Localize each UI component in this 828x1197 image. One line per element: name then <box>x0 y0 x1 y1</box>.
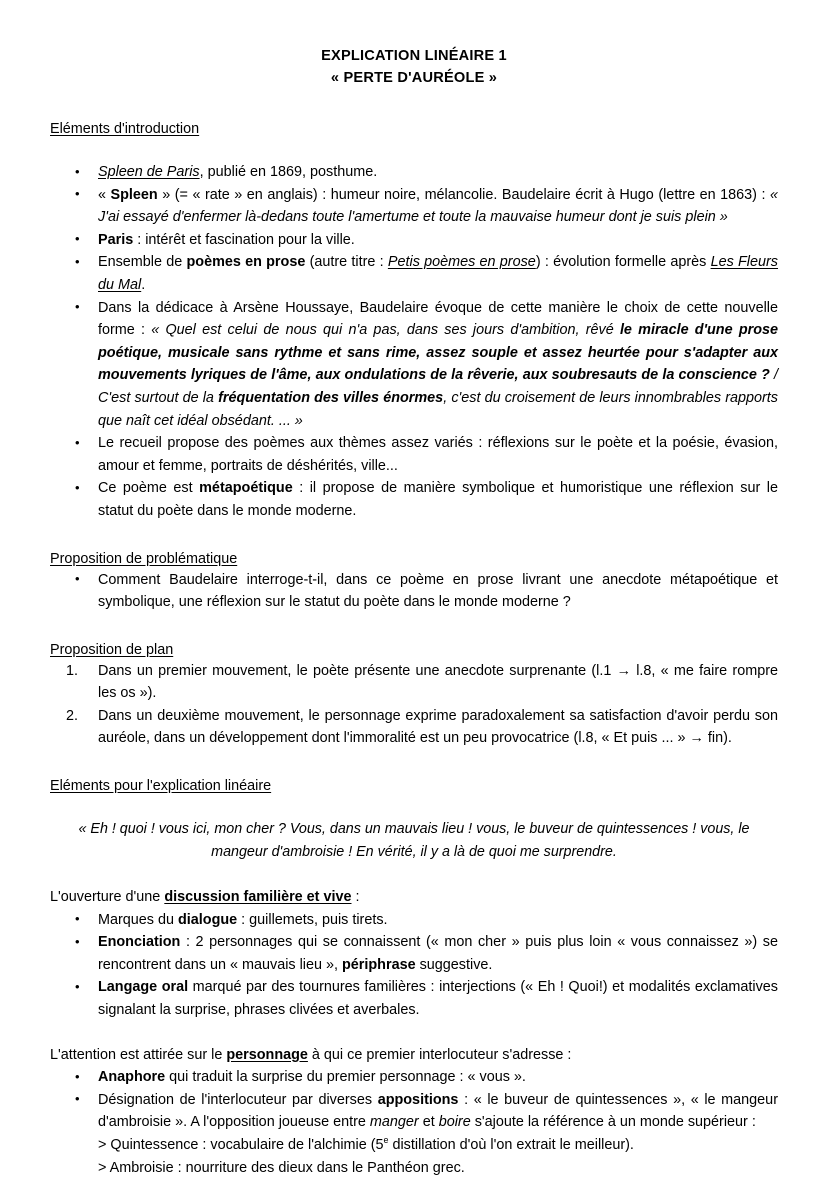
text: à qui ce premier interlocuteur s'adresse : <box>307 1046 572 1063</box>
text-excerpt-quote: « Eh ! quoi ! vous ici, mon cher ? Vous, dans un mauvais lieu ! vous, le buveur de quintessences ! vous, le mangeur d'ambroisie ! En vérité, il y a là de quoi me surprendre. <box>78 821 750 861</box>
text: et <box>418 1114 439 1131</box>
text: ) : évolution formelle après <box>535 254 711 271</box>
quote-dedicace-mid: / C'est surtout de la <box>98 367 778 406</box>
list-item <box>50 161 778 184</box>
spacer <box>50 750 778 776</box>
text: « <box>98 186 111 203</box>
text: L'attention est attirée sur le <box>50 1046 227 1063</box>
analysis-1-bullet-list <box>50 909 778 1022</box>
note-quintessence <box>50 1134 778 1157</box>
list-item <box>50 477 778 522</box>
text: Le recueil propose des poèmes aux thèmes assez variés : réflexions sur le poète et la poésie, évasion, amour et femme, portraits de déshérités, ville... <box>98 435 778 474</box>
text: Désignation de l'interlocuteur par diverses <box>98 1091 378 1108</box>
text: . <box>141 276 146 293</box>
term-langage-oral: Langage oral <box>98 979 189 996</box>
heading-elements-introduction: Eléments d'introduction <box>50 121 200 137</box>
text: Marques du <box>98 911 178 928</box>
text: L'ouverture d'une <box>50 889 165 906</box>
list-item <box>50 1066 778 1089</box>
heading-proposition-plan: Proposition de plan <box>50 641 174 658</box>
note-ambroisie: > Ambroisie : nourriture des dieux dans le Panthéon grec. <box>98 1159 465 1176</box>
list-item <box>50 909 778 932</box>
term-appositions: appositions <box>377 1091 459 1108</box>
quote-dedicace-emphasis-1: le miracle d'une prose poétique, musicale sans rythme et sans rime, assez souple et assez heurtée pour s'adapter aux mouvements lyriques de l'âme, aux ondulations de la rêverie, aux soubresauts de la conscience ? <box>98 322 779 384</box>
text: : 2 personnages qui se connaissent (« mon cher » puis plus loin « vous connaissez ») se rencontrent dans un « mauvais lieu », <box>98 934 778 973</box>
text: » (= « rate » en anglais) : humeur noire, mélancolie. Baudelaire écrit à Hugo (lettre en 1863) : <box>157 186 770 203</box>
text: qui traduit la surprise du premier personnage : « vous ». <box>165 1069 526 1086</box>
list-item <box>50 660 778 705</box>
text: Dans un deuxième mouvement, le personnage exprime paradoxalement sa satisfaction d'avoir perdu son auréole, dans un développement dont l'immoralité est un peu provocatrice (l.8, « Et puis ... » → fin). <box>98 707 778 747</box>
superscript-ordinal: e <box>383 1135 389 1146</box>
heading-elements-explication-lineaire: Eléments pour l'explication linéaire <box>50 778 272 795</box>
quote-dedicace-emphasis-2: fréquentation des villes énormes <box>218 389 444 406</box>
text: , publié en 1869, posthume. <box>199 164 378 180</box>
work-title-spleen-de-paris: Spleen de Paris <box>98 164 200 180</box>
quote-dedicace-end: , c'est du croisement de leurs innombrables rapports que naît cet idéal obsédant. ... » <box>98 389 778 429</box>
plan-list <box>50 660 778 750</box>
spacer <box>50 796 778 818</box>
term-periphrase: périphrase <box>342 956 416 973</box>
page-subtitle: « PERTE D'AURÉOLE » <box>330 70 498 86</box>
text: distillation d'où l'on extrait le meilleur). <box>388 1137 634 1153</box>
word-boire: boire <box>438 1114 471 1131</box>
term-spleen: Spleen <box>110 186 158 203</box>
page-title: EXPLICATION LINÉAIRE 1 <box>321 48 507 64</box>
heading-proposition-problematique: Proposition de problématique <box>50 550 238 567</box>
spacer <box>50 89 778 119</box>
term-enonciation: Enonciation <box>98 934 181 951</box>
term-personnage: personnage <box>226 1046 308 1063</box>
list-item <box>50 976 778 1021</box>
text: suggestive. <box>415 956 493 973</box>
text: Dans un premier mouvement, le poète présente une anecdote surprenante (l.1 → l.8, « me faire rompre les os »). <box>98 662 778 702</box>
text: Ensemble de <box>98 254 187 271</box>
text: Dans la dédicace à Arsène Houssaye, Baudelaire évoque de cette manière le choix de cette nouvelle forme : <box>98 299 778 339</box>
problematique-list <box>50 569 778 614</box>
text: > Quintessence : vocabulaire de l'alchimie (5 <box>98 1137 384 1153</box>
list-item <box>50 297 778 433</box>
term-metapoetique: métapoétique <box>199 480 293 497</box>
text: marqué par des tournures familières : interjections (« Eh ! Quoi!) et modalités exclamatives signalant la surprise, phrases clivées et averbales. <box>98 979 778 1019</box>
text: : il propose de manière symbolique et humoristique une réflexion sur le statut du poète dans le monde moderne. <box>98 480 778 519</box>
term-paris: Paris <box>98 231 134 248</box>
word-manger: manger <box>369 1114 419 1131</box>
list-item <box>50 705 778 750</box>
term-poemes-en-prose: poèmes en prose <box>186 254 306 271</box>
term-anaphore: Anaphore <box>98 1069 166 1086</box>
analysis-lead-personnage <box>50 1044 778 1067</box>
spacer <box>50 1022 778 1044</box>
spacer <box>50 614 778 640</box>
list-item <box>50 569 778 614</box>
spacer <box>50 139 778 161</box>
text: : « le buveur de quintessences », « le mangeur d'ambroisie ». A l'opposition joueuse entre <box>98 1091 778 1131</box>
list-item <box>50 432 778 477</box>
work-title-les-fleurs-du-mal: Les Fleurs du Mal <box>98 254 779 293</box>
intro-bullet-list <box>50 161 778 523</box>
term-dialogue: dialogue <box>178 911 238 928</box>
text: (autre titre : <box>305 254 388 271</box>
spacer <box>50 523 778 549</box>
list-item <box>50 931 778 976</box>
text: s'ajoute la référence à un monde supérieur : <box>470 1114 756 1131</box>
work-title-petis-poemes-en-prose: Petis poèmes en prose <box>387 254 536 271</box>
list-item <box>50 229 778 252</box>
text: : guillemets, puis tirets. <box>237 911 388 928</box>
term-discussion-familiere-et-vive: discussion familière et vive <box>164 889 352 906</box>
text: : <box>351 889 360 906</box>
list-item <box>50 251 778 296</box>
list-item <box>50 184 778 229</box>
analysis-lead-discussion <box>50 886 778 909</box>
analysis-2-bullet-list <box>50 1066 778 1134</box>
text: Ce poème est <box>98 480 200 497</box>
text: Comment Baudelaire interroge-t-il, dans ce poème en prose livrant une anecdote métapoétique et symbolique, une réflexion sur le statut du poète dans le monde moderne ? <box>98 571 778 611</box>
spacer <box>50 864 778 886</box>
list-item <box>50 1089 778 1134</box>
text: : intérêt et fascination pour la ville. <box>133 231 355 248</box>
quote-hugo-letter: « J'ai essayé d'enfermer là-dedans toute l'amertume et toute la mauvaise humeur dont je suis plein » <box>98 186 778 226</box>
quote-dedicace-open: « Quel est celui de nous qui n'a pas, dans ses jours d'ambition, rêvé <box>151 322 620 339</box>
